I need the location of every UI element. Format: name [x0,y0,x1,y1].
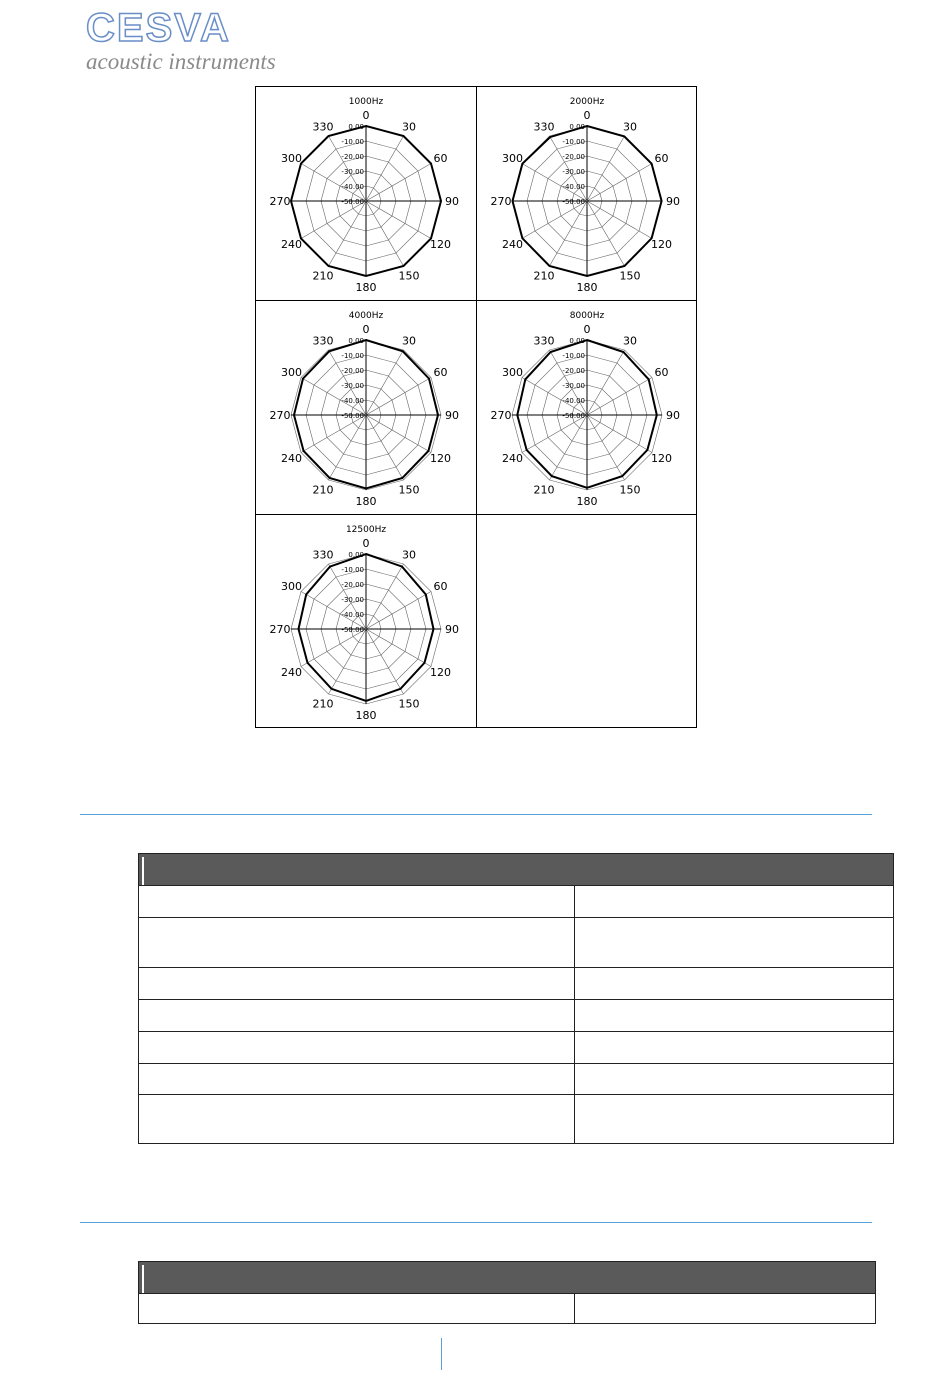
angle-label: 210 [312,483,334,497]
radial-tick-label: -20.00 [562,367,585,375]
radial-tick-label: -40.00 [341,183,364,191]
radial-tick-label: -30.00 [341,596,364,604]
angle-label: 240 [502,238,523,251]
angle-label: 210 [312,269,334,283]
radial-tick-label: -20.00 [341,581,364,589]
radial-tick-label: -10.00 [341,566,364,574]
radial-tick-label: -30.00 [341,382,364,390]
angle-label: 0 [362,323,370,336]
table-column-divider [574,885,575,1143]
angle-label: 120 [430,238,451,251]
table-row [139,885,893,886]
angle-label: 60 [654,152,669,165]
angle-label: 300 [502,152,523,165]
angle-label: 180 [355,281,377,294]
angle-label: 300 [281,152,302,165]
logo-tagline: acoustic instruments [86,49,276,74]
polar-cell-12500 [256,515,476,728]
angle-label: 210 [533,483,555,497]
spec-table-1 [138,853,894,1144]
table-row [139,1293,875,1294]
chart-title: 4000Hz [348,311,384,321]
angle-label: 330 [312,548,334,562]
radial-tick-label: -40.00 [562,183,585,191]
angle-label: 180 [576,281,598,294]
cesva-logo [84,8,304,72]
angle-label: 0 [583,323,591,336]
radial-tick-label: -10.00 [341,138,364,146]
angle-label: 90 [666,195,680,208]
angle-label: 330 [312,120,334,134]
polar-chart-2000 [477,87,697,300]
angle-label: 240 [281,452,302,465]
angle-label: 210 [533,269,555,283]
angle-label: 150 [619,269,641,283]
grid-divider-vertical [476,87,477,727]
radial-tick-label: -30.00 [562,382,585,390]
radial-tick-label: 0.00 [569,123,585,131]
polar-cell-1000 [256,87,476,300]
angle-label: 240 [502,452,523,465]
polar-chart-grid [255,86,697,728]
radial-tick-label: -30.00 [341,168,364,176]
polar-chart-4000 [256,301,476,514]
angle-label: 120 [430,452,451,465]
page-marker [441,1338,442,1370]
radial-tick-label: -20.00 [341,367,364,375]
radial-tick-label: -20.00 [562,153,585,161]
angle-label: 0 [362,109,370,122]
grid-divider-row-1 [256,300,696,301]
radial-tick-label: -40.00 [341,397,364,405]
angle-label: 150 [398,269,420,283]
angle-label: 270 [269,623,291,636]
chart-title: 1000Hz [348,97,384,107]
section-rule [80,814,872,815]
table-row [139,999,893,1000]
polar-chart-12500 [256,515,476,728]
angle-label: 90 [445,195,459,208]
section-rule [80,1222,872,1223]
table-column-divider [574,1293,575,1323]
radial-tick-label: -20.00 [341,153,364,161]
radial-tick-label: -50.00 [562,198,585,206]
chart-title: 12500Hz [345,525,387,535]
radial-tick-label: 0.00 [348,551,364,559]
angle-label: 150 [398,483,420,497]
angle-label: 90 [445,409,459,422]
polar-cell-4000 [256,301,476,514]
angle-label: 150 [398,697,420,711]
angle-label: 270 [490,409,512,422]
polar-cell-2000 [477,87,697,300]
table-row [139,967,893,968]
radial-tick-label: -10.00 [562,138,585,146]
chart-title: 2000Hz [569,97,605,107]
polar-chart-1000 [256,87,476,300]
grid-divider-row-2 [256,514,696,515]
angle-label: 180 [576,495,598,508]
radial-tick-label: -40.00 [341,611,364,619]
angle-label: 150 [619,483,641,497]
polar-cell-8000 [477,301,697,514]
angle-label: 30 [402,334,416,348]
radial-tick-label: -50.00 [341,412,364,420]
table-header [139,1262,875,1293]
table-row [139,1031,893,1032]
angle-label: 60 [433,366,448,379]
angle-label: 180 [355,495,377,508]
angle-label: 120 [651,238,672,251]
table-row [139,1094,893,1095]
table-header [139,854,893,885]
angle-label: 60 [654,366,669,379]
radial-tick-label: 0.00 [569,337,585,345]
angle-label: 30 [623,334,637,348]
angle-label: 330 [533,334,555,348]
radial-tick-label: 0.00 [348,123,364,131]
radial-tick-label: -40.00 [562,397,585,405]
angle-label: 90 [666,409,680,422]
angle-label: 210 [312,697,334,711]
angle-label: 60 [433,580,448,593]
angle-label: 330 [312,334,334,348]
angle-label: 0 [362,537,370,550]
angle-label: 30 [402,548,416,562]
radial-tick-label: -50.00 [341,626,364,634]
angle-label: 240 [281,666,302,679]
angle-label: 240 [281,238,302,251]
table-row [139,1063,893,1064]
angle-label: 180 [355,709,377,722]
chart-title: 8000Hz [569,311,605,321]
angle-label: 300 [281,580,302,593]
radial-tick-label: -50.00 [562,412,585,420]
angle-label: 30 [623,120,637,134]
angle-label: 120 [651,452,672,465]
angle-label: 270 [269,195,291,208]
angle-label: 30 [402,120,416,134]
angle-label: 120 [430,666,451,679]
angle-label: 270 [490,195,512,208]
angle-label: 300 [281,366,302,379]
spec-table-2 [138,1261,876,1324]
radial-tick-label: -10.00 [341,352,364,360]
table-row [139,917,893,918]
logo-brand: CESVA [86,6,231,50]
angle-label: 0 [583,109,591,122]
radial-tick-label: -10.00 [562,352,585,360]
angle-label: 330 [533,120,555,134]
radial-tick-label: -50.00 [341,198,364,206]
radial-tick-label: 0.00 [348,337,364,345]
polar-chart-8000 [477,301,697,514]
angle-label: 270 [269,409,291,422]
angle-label: 60 [433,152,448,165]
angle-label: 300 [502,366,523,379]
angle-label: 90 [445,623,459,636]
radial-tick-label: -30.00 [562,168,585,176]
